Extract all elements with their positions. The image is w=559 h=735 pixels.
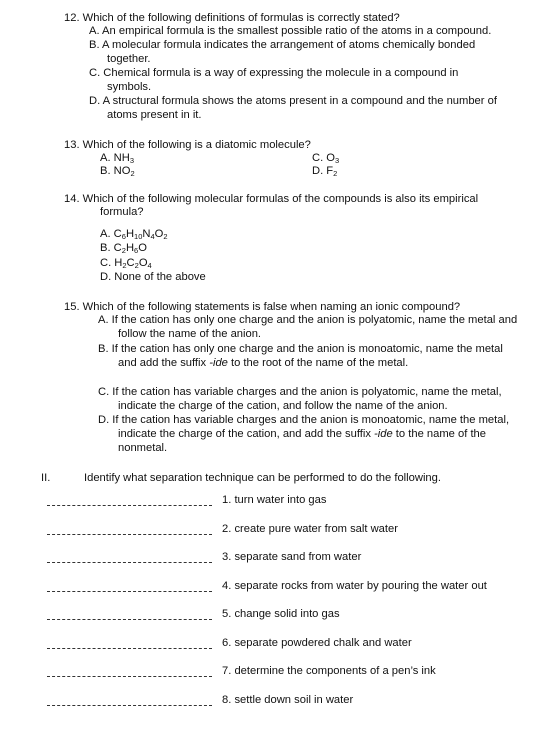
section-instruction: Identify what separation technique can be performed to do the following. [84, 472, 441, 484]
q12-option-b-cont: together. [107, 53, 151, 65]
q15-option-b-cont: and add the suffix -ide to the root of the name of the metal. [118, 357, 409, 369]
question-14-stem-cont: formula? [100, 206, 144, 218]
q15-option-a-cont: follow the name of the anion. [118, 328, 262, 340]
task-item-1: 1. turn water into gas [222, 494, 327, 506]
task-item-6: 6. separate powdered chalk and water [222, 637, 412, 649]
q15-option-c-cont: indicate the charge of the cation, and follow the name of the anion. [118, 400, 448, 412]
task-item-3: 3. separate sand from water [222, 551, 362, 563]
q15-option-c: C. If the cation has variable charges and the anion is polyatomic, name the metal, [98, 386, 502, 398]
task-item-7: 7. determine the components of a pen’s ink [222, 665, 436, 677]
question-12-stem: 12. Which of the following definitions of formulas is correctly stated? [64, 12, 400, 24]
q15-option-d-cont: indicate the charge of the cation, and add the suffix -ide to the name of the [118, 428, 486, 440]
answer-blank-4[interactable] [47, 591, 212, 592]
q14-option-c: C. $H_2C_2O_4$ [100, 257, 152, 270]
q12-option-d: D. A structural formula shows the atoms present in a compound and the number of [89, 95, 497, 107]
answer-blank-1[interactable] [47, 505, 212, 506]
task-item-8: 8. settle down soil in water [222, 694, 354, 706]
q12-option-a: A. An empirical formula is the smallest possible ratio of the atoms in a compound. [89, 25, 492, 37]
q12-option-b: B. A molecular formula indicates the arrangement of atoms chemically bonded [89, 39, 476, 51]
question-15-stem: 15. Which of the following statements is false when naming an ionic compound? [64, 301, 461, 313]
q12-option-d-cont: atoms present in it. [107, 109, 202, 121]
q12-option-c-cont: symbols. [107, 81, 152, 93]
q15-option-d: D. If the cation has variable charges and the anion is monoatomic, name the metal, [98, 414, 510, 426]
q13-option-c: C. $O_3$ [312, 152, 340, 165]
question-14-stem: 14. Which of the following molecular formulas of the compounds is also its empirical [64, 193, 479, 205]
q15-option-a: A. If the cation has only one charge and the anion is polyatomic, name the metal and [98, 314, 518, 326]
q12-option-c: C. Chemical formula is a way of expressing the molecule in a compound in [89, 67, 459, 79]
q15-option-d-cont2: nonmetal. [118, 442, 168, 454]
answer-blank-8[interactable] [47, 705, 212, 706]
q15-option-b: B. If the cation has only one charge and the anion is monoatomic, name the metal [98, 343, 503, 355]
task-item-2: 2. create pure water from salt water [222, 523, 398, 535]
answer-blank-2[interactable] [47, 534, 212, 535]
answer-blank-3[interactable] [47, 562, 212, 563]
section-numeral: II. [41, 472, 51, 484]
q13-option-a: A. $NH_3$ [100, 152, 135, 165]
q14-option-a: A. $C_6H_{10}N_4O_2$ [100, 228, 168, 241]
question-13-stem: 13. Which of the following is a diatomic molecule? [64, 139, 311, 151]
task-item-5: 5. change solid into gas [222, 608, 340, 620]
q13-option-b: B. $NO_2$ [100, 165, 135, 178]
q13-option-d: D. $F_2$ [312, 165, 338, 178]
answer-blank-7[interactable] [47, 676, 212, 677]
q14-option-d: D. None of the above [100, 271, 206, 283]
answer-blank-5[interactable] [47, 619, 212, 620]
task-item-4: 4. separate rocks from water by pouring the water out [222, 580, 487, 592]
q14-option-b: B. $C_2H_6O$ [100, 242, 147, 255]
answer-blank-6[interactable] [47, 648, 212, 649]
